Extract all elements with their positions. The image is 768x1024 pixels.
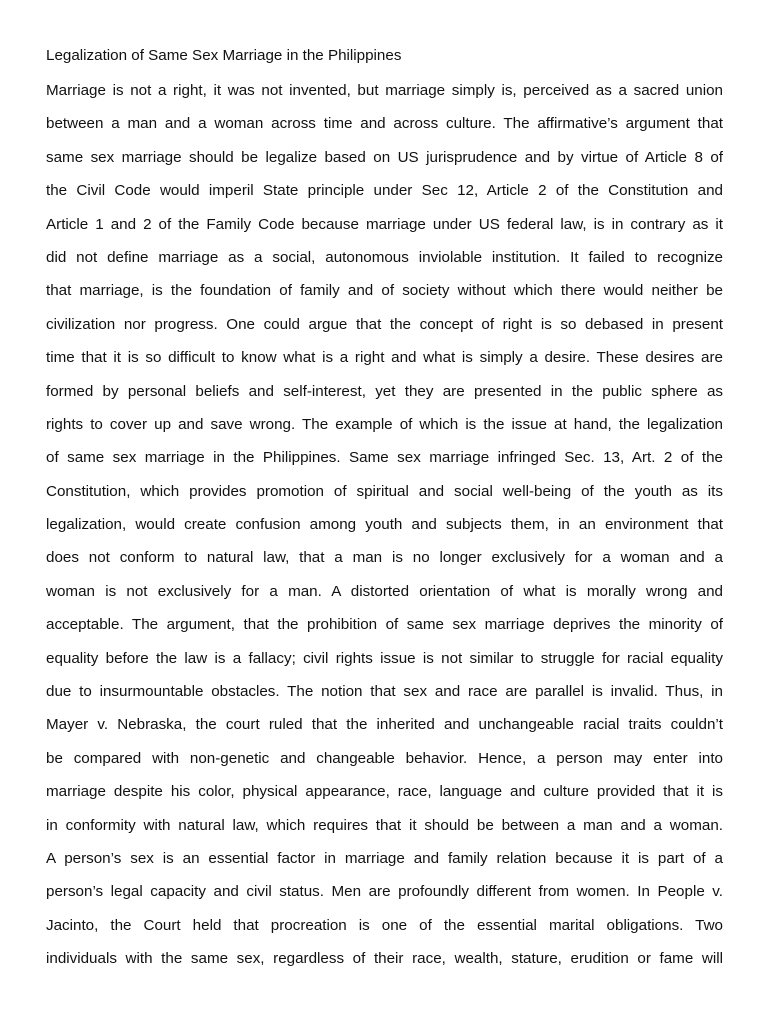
body-line: Constitution, which provides promotion of spiritual and social well-being of the youth as its <box>46 482 723 500</box>
body-line: does not conform to natural law, that a man is no longer exclusively for a woman and a <box>46 549 723 567</box>
body-line: legalization, would create confusion among youth and subjects them, in an environment that <box>46 516 723 534</box>
body-line: the Civil Code would imperil State principle under Sec 12, Article 2 of the Constitution and <box>46 182 723 200</box>
body-line: Article 1 and 2 of the Family Code because marriage under US federal law, is in contrary as it <box>46 215 723 233</box>
body-line: time that it is so difficult to know what is a right and what is simply a desire. These desires are <box>46 349 723 367</box>
document-title: Legalization of Same Sex Marriage in the Philippines <box>46 47 402 64</box>
body-line: due to insurmountable obstacles. The notion that sex and race are parallel is invalid. Thus, in <box>46 683 723 701</box>
body-line: same sex marriage should be legalize based on US jurisprudence and by virtue of Article 8 of <box>46 148 723 166</box>
body-line: Mayer v. Nebraska, the court ruled that the inherited and unchangeable racial traits couldn’t <box>46 716 723 734</box>
body-line: did not define marriage as a social, autonomous inviolable institution. It failed to recognize <box>46 248 723 266</box>
body-line: acceptable. The argument, that the prohibition of same sex marriage deprives the minority of <box>46 616 723 634</box>
body-line: that marriage, is the foundation of family and of society without which there would neither be <box>46 282 723 300</box>
body-line: Jacinto, the Court held that procreation is one of the essential marital obligations. Two <box>46 916 723 934</box>
body-line: equality before the law is a fallacy; civil rights issue is not similar to struggle for racial equality <box>46 649 723 667</box>
body-line: civilization nor progress. One could argue that the concept of right is so debased in present <box>46 315 723 333</box>
body-line: individuals with the same sex, regardless of their race, wealth, stature, erudition or fame will <box>46 950 723 968</box>
body-line: person’s legal capacity and civil status. Men are profoundly different from women. In People v. <box>46 883 723 901</box>
body-line: A person’s sex is an essential factor in marriage and family relation because it is part of a <box>46 849 723 867</box>
body-line: rights to cover up and save wrong. The example of which is the issue at hand, the legalization <box>46 415 723 433</box>
body-line: in conformity with natural law, which requires that it should be between a man and a woman. <box>46 816 723 834</box>
body-line: Marriage is not a right, it was not invented, but marriage simply is, perceived as a sacred union <box>46 82 723 99</box>
body-line: of same sex marriage in the Philippines. Same sex marriage infringed Sec. 13, Art. 2 of the <box>46 449 723 467</box>
body-line: formed by personal beliefs and self-interest, yet they are presented in the public sphere as <box>46 382 723 400</box>
body-line: woman is not exclusively for a man. A distorted orientation of what is morally wrong and <box>46 582 723 600</box>
body-line: be compared with non-genetic and changeable behavior. Hence, a person may enter into <box>46 749 723 767</box>
body-line: between a man and a woman across time and across culture. The affirmative’s argument that <box>46 115 723 133</box>
body-line: marriage despite his color, physical appearance, race, language and culture provided that it is <box>46 783 723 801</box>
document-body <box>46 78 723 980</box>
